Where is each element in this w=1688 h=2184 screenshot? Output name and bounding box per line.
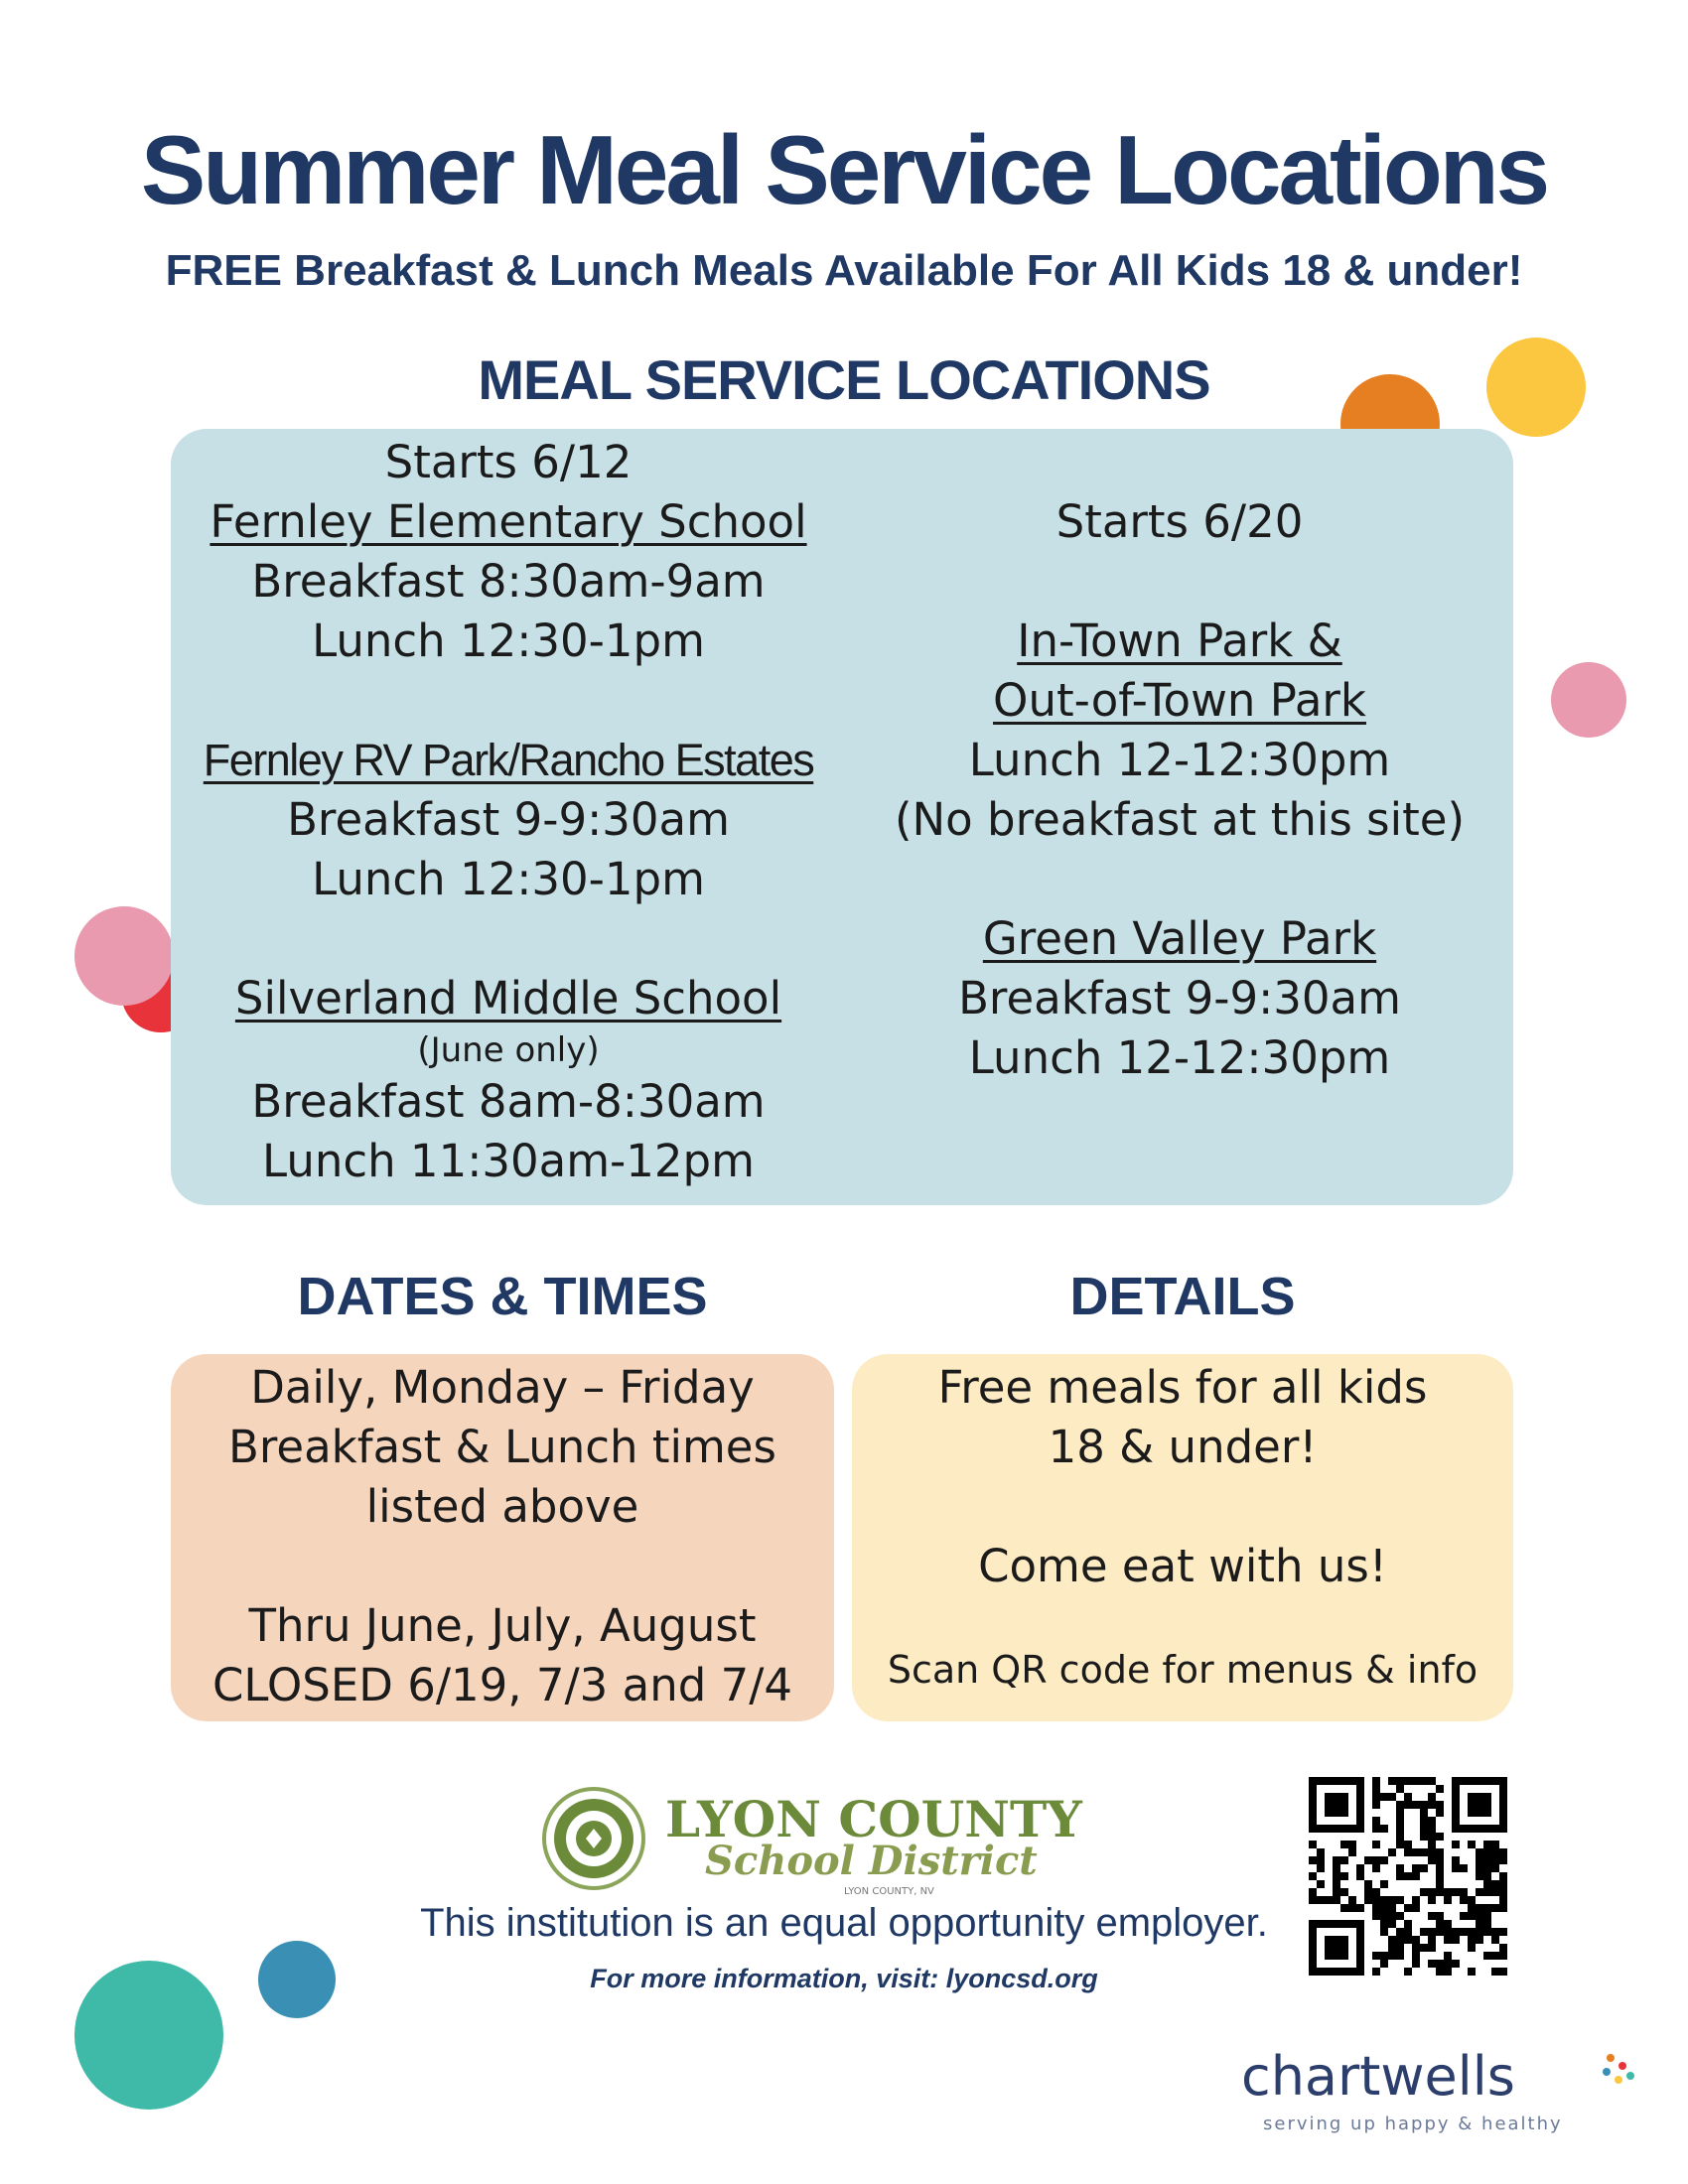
decorative-dot-icon	[74, 906, 174, 1006]
site-time: Breakfast 9-9:30am	[958, 972, 1401, 1024]
right-start-date: Starts 6/20	[1055, 495, 1304, 548]
locations-heading: MEAL SERVICE LOCATIONS	[478, 348, 1210, 411]
logo-line2: School District	[705, 1838, 1038, 1884]
schedule-line: Breakfast & Lunch times	[228, 1421, 776, 1473]
dates-times-heading: DATES & TIMES	[297, 1267, 708, 1326]
call-to-action: Come eat with us!	[978, 1540, 1387, 1592]
details-line: 18 & under!	[1048, 1421, 1318, 1473]
schedule-line: Daily, Monday – Friday	[250, 1361, 755, 1414]
qr-code-icon[interactable]	[1309, 1777, 1507, 1976]
dates-times-text	[171, 1358, 834, 1715]
left-start-date: Starts 6/12	[384, 436, 633, 488]
page-title: Summer Meal Service Locations	[140, 115, 1548, 224]
site-name: Green Valley Park	[982, 912, 1377, 965]
lyon-county-seal-icon	[544, 1789, 643, 1888]
locations-left-column	[171, 429, 846, 1191]
site-time: Lunch 12:30-1pm	[312, 853, 705, 905]
qr-note: Scan QR code for menus & info	[887, 1648, 1478, 1692]
locations-right-column	[846, 429, 1513, 1088]
chartwells-name: chartwells	[1241, 2045, 1515, 2108]
details-text	[852, 1358, 1513, 1700]
site-note: (No breakfast at this site)	[894, 793, 1466, 846]
lyon-county-logo	[536, 1777, 1132, 1896]
chartwells-tagline: serving up happy & healthy	[1263, 2114, 1563, 2134]
equal-opportunity-statement: This institution is an equal opportunity employer.	[420, 1901, 1268, 1945]
closed-dates: CLOSED 6/19, 7/3 and 7/4	[211, 1659, 793, 1711]
site-name: Fernley RV Park/Rancho Estates	[203, 735, 814, 785]
site-name: Out-of-Town Park	[993, 674, 1366, 727]
more-info-link[interactable]: For more information, visit: lyoncsd.org	[590, 1964, 1098, 1993]
site-name: In-Town Park &	[1017, 614, 1342, 667]
logo-small: LYON COUNTY, NV	[844, 1886, 934, 1896]
schedule-line: listed above	[365, 1480, 639, 1533]
schedule-line: Thru June, July, August	[248, 1599, 757, 1652]
chartwells-logo	[1241, 2040, 1638, 2139]
site-time: Lunch 12-12:30pm	[968, 734, 1391, 786]
site-name: Silverland Middle School	[234, 972, 782, 1024]
details-line: Free meals for all kids	[937, 1361, 1428, 1414]
site-time: Breakfast 9-9:30am	[287, 793, 730, 846]
details-heading: DETAILS	[1069, 1267, 1296, 1326]
site-note: (June only)	[417, 1030, 600, 1070]
decorative-dot-icon	[74, 1961, 223, 2110]
site-time: Breakfast 8am-8:30am	[251, 1075, 766, 1128]
site-time: Lunch 11:30am-12pm	[262, 1135, 755, 1187]
logo-line1: LYON COUNTY	[665, 1790, 1082, 1848]
decorative-dot-icon	[1551, 662, 1626, 738]
site-time: Lunch 12:30-1pm	[312, 614, 705, 667]
site-time: Lunch 12-12:30pm	[968, 1031, 1391, 1084]
site-name: Fernley Elementary School	[210, 495, 807, 548]
page-subtitle: FREE Breakfast & Lunch Meals Available For All Kids 18 & under!	[165, 246, 1523, 295]
chartwells-dots-icon	[1603, 2054, 1634, 2084]
site-time: Breakfast 8:30am-9am	[251, 555, 766, 608]
